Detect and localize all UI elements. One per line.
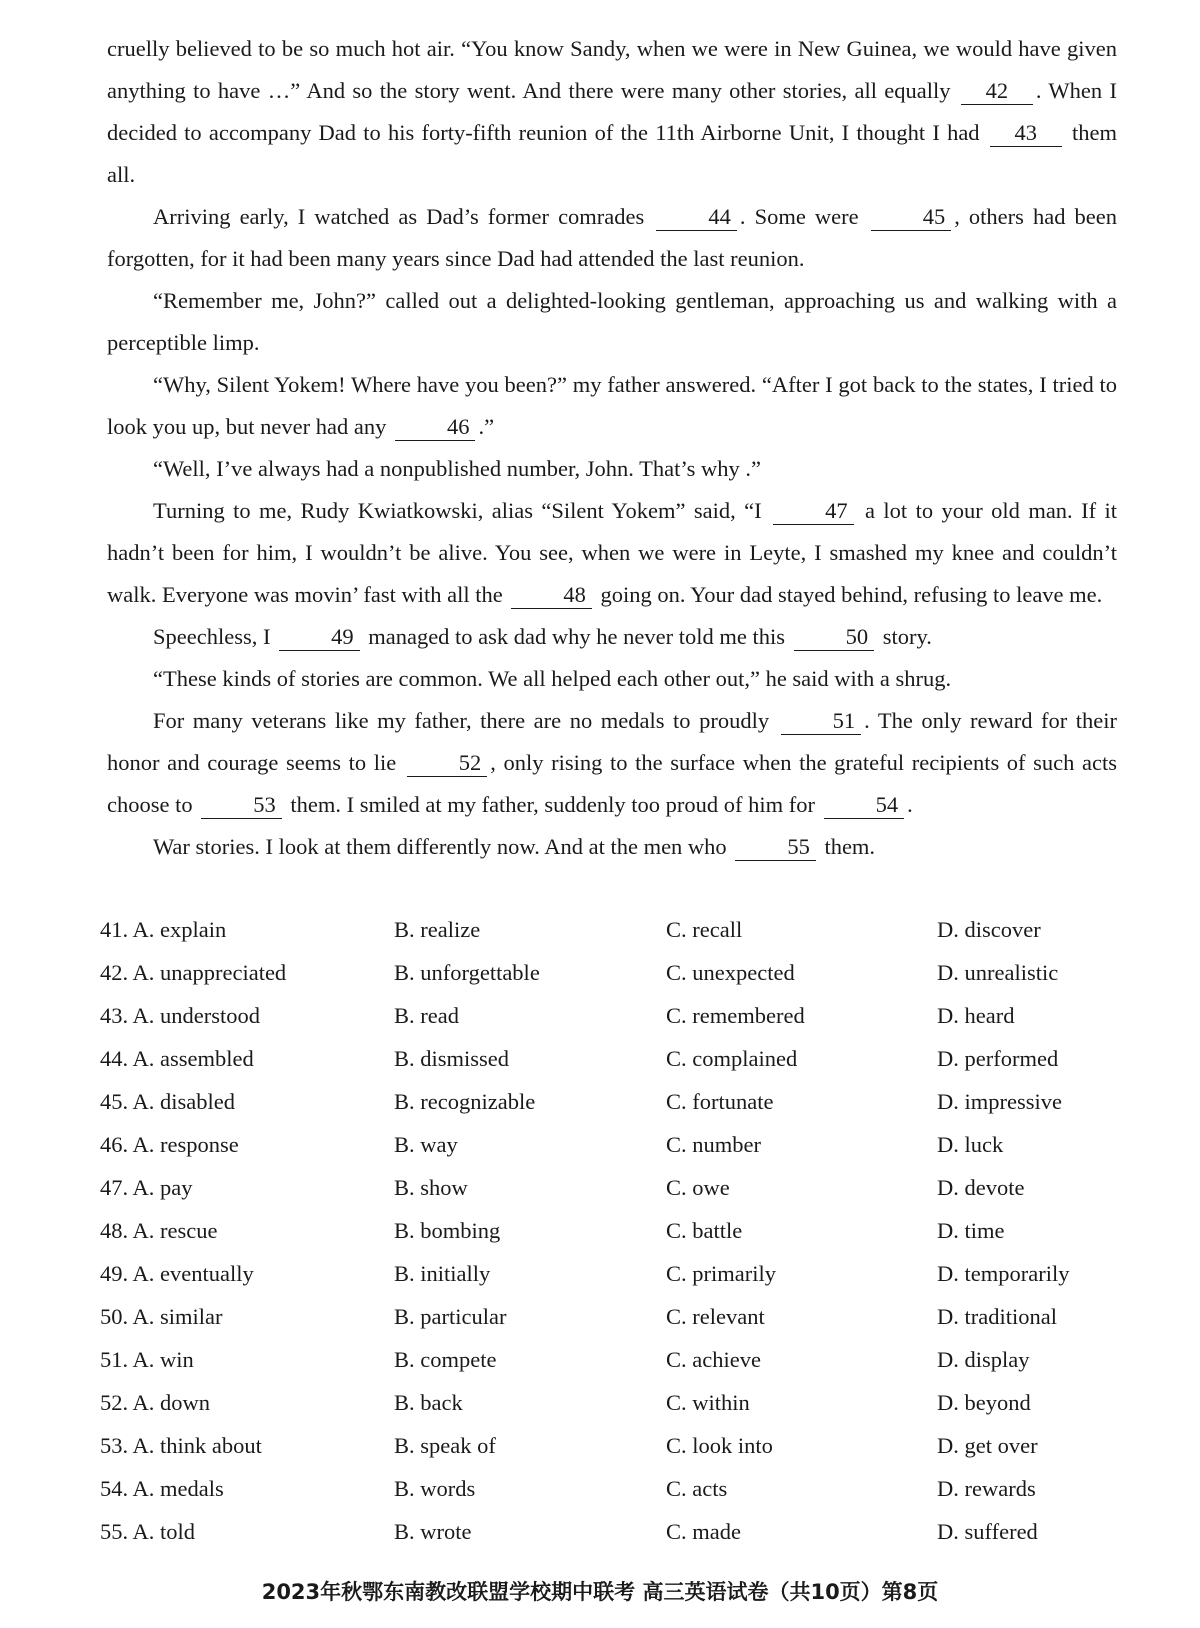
paragraph-8 bbox=[107, 658, 1117, 700]
blank-50: 50 bbox=[794, 624, 875, 651]
question-row-51 bbox=[100, 1347, 1120, 1390]
option-d: D. heard bbox=[937, 1003, 1015, 1028]
option-b: B. compete bbox=[394, 1347, 497, 1372]
paragraph-text: “These kinds of stories are common. We all helped each other out,” he said with a shrug. bbox=[153, 666, 952, 691]
blank-48: 48 bbox=[511, 582, 592, 609]
option-d: D. display bbox=[937, 1347, 1030, 1372]
question-row-50 bbox=[100, 1304, 1120, 1347]
blank-47: 47 bbox=[773, 498, 854, 525]
option-b: B. bombing bbox=[394, 1218, 501, 1243]
cloze-passage bbox=[107, 28, 1117, 868]
option-b: B. dismissed bbox=[394, 1046, 510, 1071]
question-row-49 bbox=[100, 1261, 1120, 1304]
question-row-55 bbox=[100, 1519, 1120, 1562]
paragraph-text: Speechless, I bbox=[153, 624, 271, 649]
paragraph-text: . When I decided to accompany Dad to his forty-fifth reunion of the 11th Airborne Unit, I thought I had bbox=[107, 78, 1117, 145]
paragraph-text: War stories. I look at them differently now. And at the men who bbox=[153, 834, 727, 859]
option-b: B. recognizable bbox=[394, 1089, 536, 1114]
paragraph-text: going on. Your dad stayed behind, refusing to leave me. bbox=[600, 582, 1103, 607]
paragraph-text: Turning to me, Rudy Kwiatkowski, alias “Silent Yokem” said, “I bbox=[153, 498, 762, 523]
option-c: C. unexpected bbox=[666, 960, 795, 985]
option-c: C. remembered bbox=[666, 1003, 805, 1028]
question-row-47 bbox=[100, 1175, 1120, 1218]
option-b: B. particular bbox=[394, 1304, 507, 1329]
option-c: C. battle bbox=[666, 1218, 743, 1243]
paragraph-text: , only rising to the surface when the grateful recipients of such acts choose to bbox=[107, 750, 1117, 817]
paragraph-text: managed to ask dad why he never told me this bbox=[368, 624, 785, 649]
question-row-48 bbox=[100, 1218, 1120, 1261]
option-d: D. traditional bbox=[937, 1304, 1057, 1329]
question-row-45 bbox=[100, 1089, 1120, 1132]
paragraph-text: them. bbox=[824, 834, 876, 859]
blank-42: 42 bbox=[961, 78, 1033, 105]
paragraph-text: “Why, Silent Yokem! Where have you been?” my father answered. “After I got back to the states, I tried to look you up, but never had any bbox=[107, 372, 1117, 439]
option-c: C. within bbox=[666, 1390, 750, 1415]
paragraph-10 bbox=[107, 826, 1117, 868]
option-d: D. get over bbox=[937, 1433, 1038, 1458]
paragraph-3 bbox=[107, 280, 1117, 364]
option-c: C. relevant bbox=[666, 1304, 765, 1329]
blank-52: 52 bbox=[407, 750, 488, 777]
paragraph-text: story. bbox=[882, 624, 932, 649]
option-b: B. words bbox=[394, 1476, 476, 1501]
option-b: B. initially bbox=[394, 1261, 491, 1286]
option-b: B. back bbox=[394, 1390, 463, 1415]
blank-55: 55 bbox=[735, 834, 816, 861]
option-d: D. time bbox=[937, 1218, 1005, 1243]
option-a: 50. A. similar bbox=[100, 1304, 223, 1329]
option-b: B. unforgettable bbox=[394, 960, 540, 985]
option-c: C. achieve bbox=[666, 1347, 761, 1372]
paragraph-text: cruelly believed to be so much hot air. “You know Sandy, when we were in New Guinea, we would have given anything to have …” And so the story went. And there were many other stories, all equally bbox=[107, 36, 1117, 103]
option-b: B. way bbox=[394, 1132, 458, 1157]
paragraph-1 bbox=[107, 28, 1117, 196]
paragraph-7 bbox=[107, 616, 1117, 658]
option-b: B. speak of bbox=[394, 1433, 496, 1458]
option-a: 44. A. assembled bbox=[100, 1046, 254, 1071]
page-footer: 2023年秋鄂东南教改联盟学校期中联考 高三英语试卷（共10页）第8页 bbox=[261, 1580, 939, 1604]
option-d: D. beyond bbox=[937, 1390, 1031, 1415]
paragraph-text: . Some were bbox=[739, 204, 859, 229]
answer-options bbox=[100, 917, 1120, 1562]
option-d: D. discover bbox=[937, 917, 1041, 942]
paragraph-9 bbox=[107, 700, 1117, 826]
paragraph-text: “Remember me, John?” called out a delighted-looking gentleman, approaching us and walking with a perceptible limp. bbox=[107, 288, 1117, 355]
option-b: B. show bbox=[394, 1175, 468, 1200]
option-c: C. recall bbox=[666, 917, 743, 942]
option-c: C. primarily bbox=[666, 1261, 776, 1286]
question-row-54 bbox=[100, 1476, 1120, 1519]
option-a: 55. A. told bbox=[100, 1519, 196, 1544]
question-row-53 bbox=[100, 1433, 1120, 1476]
blank-45: 45 bbox=[871, 204, 952, 231]
paragraph-5 bbox=[107, 448, 1117, 490]
option-b: B. wrote bbox=[394, 1519, 472, 1544]
blank-44: 44 bbox=[656, 204, 737, 231]
option-b: B. realize bbox=[394, 917, 481, 942]
paragraph-4 bbox=[107, 364, 1117, 448]
option-a: 49. A. eventually bbox=[100, 1261, 254, 1286]
question-row-42 bbox=[100, 960, 1120, 1003]
paragraph-text: . bbox=[907, 792, 913, 817]
option-a: 53. A. think about bbox=[100, 1433, 262, 1458]
option-a: 51. A. win bbox=[100, 1347, 194, 1372]
paragraph-text: “Well, I’ve always had a nonpublished number, John. That’s why .” bbox=[153, 456, 761, 481]
paragraph-text: .” bbox=[478, 414, 495, 439]
blank-43: 43 bbox=[990, 120, 1062, 147]
option-d: D. suffered bbox=[937, 1519, 1038, 1544]
option-a: 47. A. pay bbox=[100, 1175, 193, 1200]
question-row-52 bbox=[100, 1390, 1120, 1433]
option-d: D. temporarily bbox=[937, 1261, 1070, 1286]
blank-54: 54 bbox=[824, 792, 905, 819]
question-row-46 bbox=[100, 1132, 1120, 1175]
option-a: 48. A. rescue bbox=[100, 1218, 218, 1243]
option-d: D. impressive bbox=[937, 1089, 1062, 1114]
option-d: D. unrealistic bbox=[937, 960, 1059, 985]
option-c: C. fortunate bbox=[666, 1089, 774, 1114]
option-a: 42. A. unappreciated bbox=[100, 960, 287, 985]
option-d: D. performed bbox=[937, 1046, 1059, 1071]
blank-46: 46 bbox=[395, 414, 476, 441]
paragraph-text: them all. bbox=[107, 120, 1117, 187]
option-d: D. luck bbox=[937, 1132, 1004, 1157]
question-row-44 bbox=[100, 1046, 1120, 1089]
option-c: C. number bbox=[666, 1132, 761, 1157]
paragraph-text: them. I smiled at my father, suddenly too proud of him for bbox=[290, 792, 815, 817]
option-a: 45. A. disabled bbox=[100, 1089, 235, 1114]
option-d: D. rewards bbox=[937, 1476, 1036, 1501]
paragraph-text: . The only reward for their honor and courage seems to lie bbox=[107, 708, 1118, 775]
option-a: 46. A. response bbox=[100, 1132, 239, 1157]
option-d: D. devote bbox=[937, 1175, 1025, 1200]
option-c: C. owe bbox=[666, 1175, 730, 1200]
blank-51: 51 bbox=[781, 708, 862, 735]
blank-49: 49 bbox=[279, 624, 360, 651]
option-c: C. look into bbox=[666, 1433, 773, 1458]
option-a: 54. A. medals bbox=[100, 1476, 224, 1501]
paragraph-text: Arriving early, I watched as Dad’s former comrades bbox=[153, 204, 645, 229]
paragraph-6 bbox=[107, 490, 1117, 616]
option-c: C. complained bbox=[666, 1046, 798, 1071]
question-row-43 bbox=[100, 1003, 1120, 1046]
option-a: 52. A. down bbox=[100, 1390, 211, 1415]
option-a: 41. A. explain bbox=[100, 917, 227, 942]
option-c: C. acts bbox=[666, 1476, 728, 1501]
option-b: B. read bbox=[394, 1003, 459, 1028]
question-row-41 bbox=[100, 917, 1120, 960]
paragraph-text: , others had been forgotten, for it had been many years since Dad had attended the last reunion. bbox=[107, 204, 1117, 271]
option-a: 43. A. understood bbox=[100, 1003, 260, 1028]
option-c: C. made bbox=[666, 1519, 741, 1544]
paragraph-text: For many veterans like my father, there are no medals to proudly bbox=[153, 708, 770, 733]
paragraph-text: a lot to your old man. If it hadn’t been for him, I wouldn’t be alive. You see, when we were in Leyte, I smashed my knee and couldn’t walk. Everyone was movin’ fast with all the bbox=[107, 498, 1118, 607]
paragraph-2 bbox=[107, 196, 1117, 280]
blank-53: 53 bbox=[201, 792, 282, 819]
